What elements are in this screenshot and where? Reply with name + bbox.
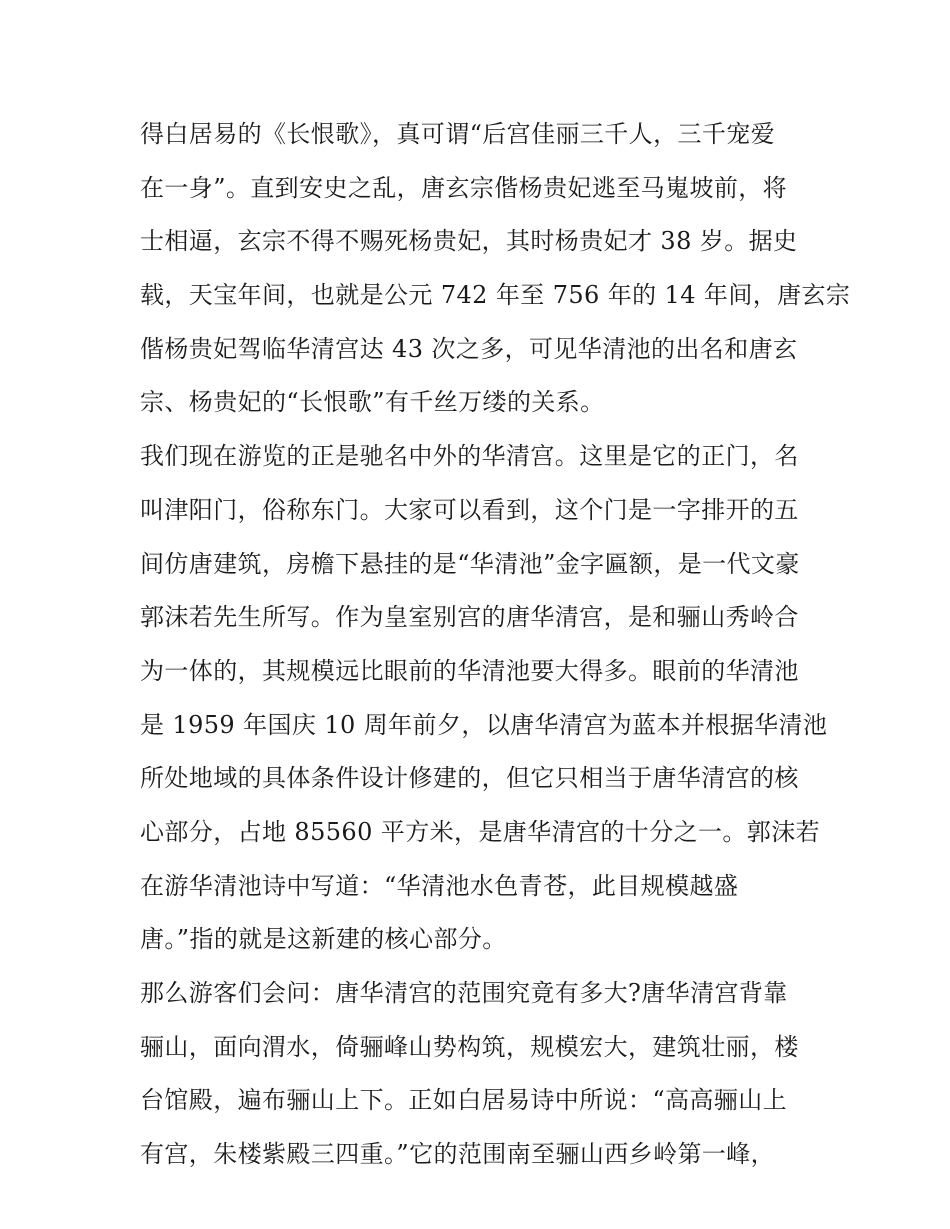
text-line: 那么游客们会问：唐华清宫的范围究竟有多大?唐华清宫背靠 (140, 979, 788, 1007)
text-line: 在游华清池诗中写道：“华清池水色青苍，此目规模越盛 (140, 871, 739, 900)
text-line: 郭沫若先生所写。作为皇室别宫的唐华清宫，是和骊山秀岭合 (140, 603, 799, 632)
text-line: 宗、杨贵妃的“长恨歌”有千丝万缕的关系。 (140, 388, 605, 417)
text-line: 叫津阳门，俗称东门。大家可以看到，这个门是一字排开的五 (140, 495, 799, 524)
body-text (140, 108, 851, 1182)
text-line: 间仿唐建筑，房檐下悬挂的是“华清池”金字匾额，是一代文豪 (140, 549, 800, 578)
text-line: 偕杨贵妃驾临华清宫达 43 次之多，可见华清池的出名和唐玄 (140, 334, 798, 363)
text-line: 心部分，占地 85560 平方米，是唐华清宫的十分之一。郭沫若 (140, 817, 821, 846)
text-line: 得白居易的《长恨歌》，真可谓“后宫佳丽三千人，三千宠爱 (140, 120, 776, 148)
text-line: 载，天宝年间，也就是公元 742 年至 756 年的 14 年间，唐玄宗 (140, 281, 851, 310)
text-line: 有宫，朱楼紫殿三四重。”它的范围南至骊山西乡岭第一峰， (140, 1140, 776, 1169)
text-line: 所处地域的具体条件设计修建的，但它只相当于唐华清宫的核 (140, 764, 799, 793)
text-line: 在一身”。直到安史之乱，唐玄宗偕杨贵妃逃至马嵬坡前，将 (140, 173, 788, 202)
text-line: 是 1959 年国庆 10 周年前夕，以唐华清宫为蓝本并根据华清池 (140, 710, 828, 739)
text-line: 士相逼，玄宗不得不赐死杨贵妃，其时杨贵妃才 38 岁。据史 (140, 227, 798, 256)
text-line: 台馆殿，遍布骊山上下。正如白居易诗中所说：“高高骊山上 (140, 1086, 788, 1115)
text-line: 我们现在游览的正是驰名中外的华清宫。这里是它的正门，名 (140, 442, 799, 471)
text-line: 骊山，面向渭水，倚骊峰山势构筑，规模宏大，建筑壮丽，楼 (140, 1032, 799, 1061)
text-line: 为一体的，其规模远比眼前的华清池要大得多。眼前的华清池 (140, 656, 799, 685)
text-line: 唐。”指的就是这新建的核心部分。 (140, 925, 507, 954)
